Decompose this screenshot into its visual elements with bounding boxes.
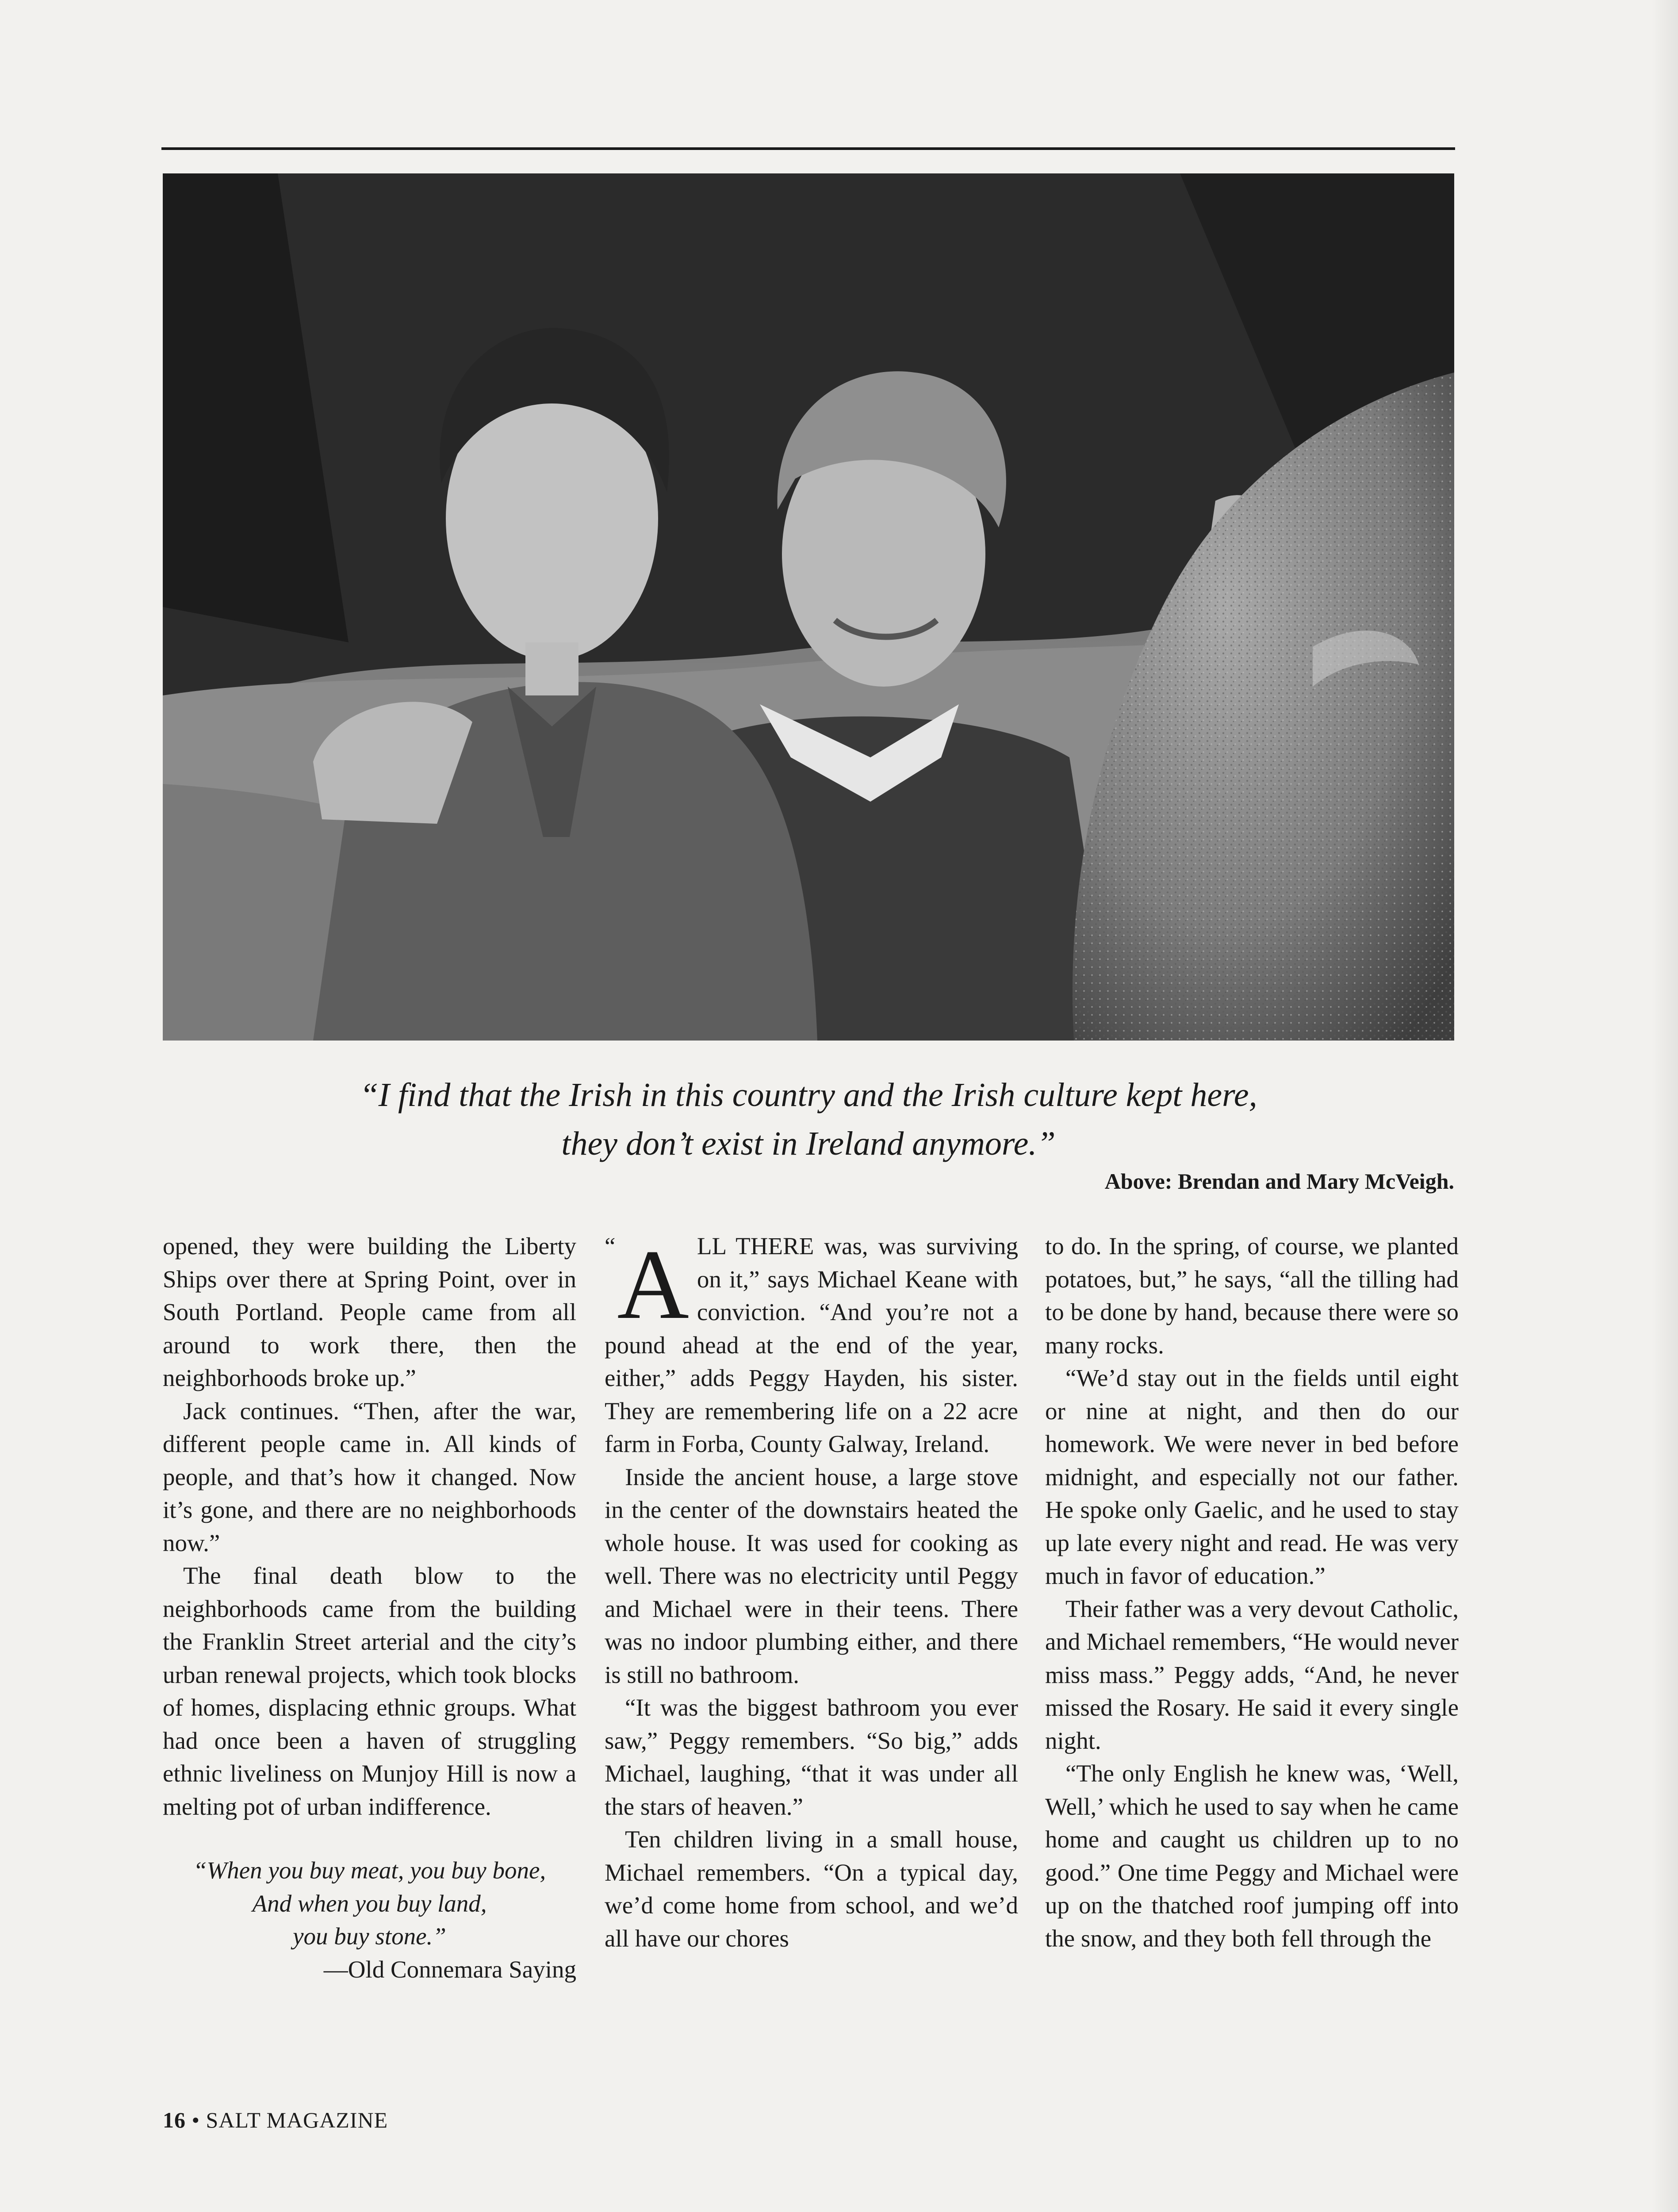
paragraph: to do. In the spring, of course, we planted potatoes, but,” he says, “all the tilling had to be done by hand, because there were so many rocks. (1045, 1233, 1459, 1359)
pull-quote-line-2: they don’t exist in Ireland anymore.” (561, 1125, 1056, 1162)
lead-text: LL THERE was, was surviving on it,” says Michael Keane with conviction. “And you’re not a pound ahead at the end of the year, either,” adds Peggy Hayden, his sister. They are remembering life on a 22 acre farm in Forba, County Galway, Ireland. (605, 1233, 1018, 1457)
paragraph: The final death blow to the neighborhoods came from the building the Franklin Street arterial and the city’s urban renewal projects, which took blocks of homes, displacing ethnic groups. What had once been a haven of struggling ethnic liveliness on Munjoy Hill is now a melting pot of urban indifference. (163, 1562, 576, 1820)
paragraph: Ten children living in a small house, Michael remembers. “On a typical day, we’d come home from school, and we’d all have our chores (605, 1826, 1018, 1952)
page-edge-shadow (1651, 0, 1678, 2212)
column-2 (605, 1230, 1018, 1955)
magazine-name: SALT MAGAZINE (206, 2108, 388, 2132)
paragraph: Their father was a very devout Catholic, and Michael remembers, “He would never miss mass.” Peggy adds, “And, he never missed the Rosary. He said it every single night. (1045, 1595, 1459, 1754)
feature-photo (163, 173, 1454, 1041)
paragraph: “We’d stay out in the fields until eight or nine at night, and then do our homework. We were never in bed before midnight, and especially not our father. He spoke only Gaelic, and he used to stay up late every night and read. He was very much in favor of education.” (1045, 1364, 1459, 1589)
opening-quote-mark: “ (605, 1233, 616, 1260)
saying-line-3: you buy stone.” (293, 1923, 446, 1950)
saying-line-1: “When you buy meat, you buy bone, (193, 1857, 546, 1884)
pull-quote (163, 1071, 1454, 1168)
top-rule (161, 147, 1455, 150)
drop-cap: A (617, 1229, 689, 1340)
page-footer (163, 2107, 388, 2133)
photo-caption: Above: Brendan and Mary McVeigh. (1104, 1169, 1454, 1194)
saying-line-2: And when you buy land, (252, 1889, 487, 1917)
saying-attribution: —Old Connemara Saying (323, 1955, 576, 1983)
page-number: 16 (163, 2108, 186, 2132)
pull-quote-line-1: “I find that the Irish in this country and the Irish culture kept here, (360, 1076, 1257, 1114)
footer-bullet: • (192, 2108, 200, 2132)
paragraph: Inside the ancient house, a large stove in the center of the downstairs heated the whole house. It was used for cooking as well. There was no electricity until Peggy and Michael were in their teens. There was no indoor plumbing either, and there is still no bathroom. (605, 1463, 1018, 1688)
lead-paragraph (605, 1230, 1018, 1461)
paragraph: opened, they were building the Liberty Ships over there at Spring Point, over in South Portland. People came from all around to work there, then the neighborhoods broke up.” (163, 1233, 576, 1391)
paragraph: Jack continues. “Then, after the war, different people came in. All kinds of people, and that’s how it changed. Now it’s gone, and there are no neighborhoods now.” (163, 1397, 576, 1556)
paragraph: “The only English he knew was, ‘Well, Well,’ which he used to say when he came home and caught us children up to no good.” One time Peggy and Michael were up on the thatched roof jumping off into the snow, and they both fell through the (1045, 1760, 1459, 1952)
column-3 (1045, 1230, 1459, 1955)
connemara-saying (163, 1854, 576, 1986)
paragraph: “It was the biggest bathroom you ever saw,” Peggy remembers. “So big,” adds Michael, laughing, “that it was under all the stars of heaven.” (605, 1694, 1018, 1820)
photo-illustration (163, 173, 1454, 1041)
column-1 (163, 1230, 576, 1986)
